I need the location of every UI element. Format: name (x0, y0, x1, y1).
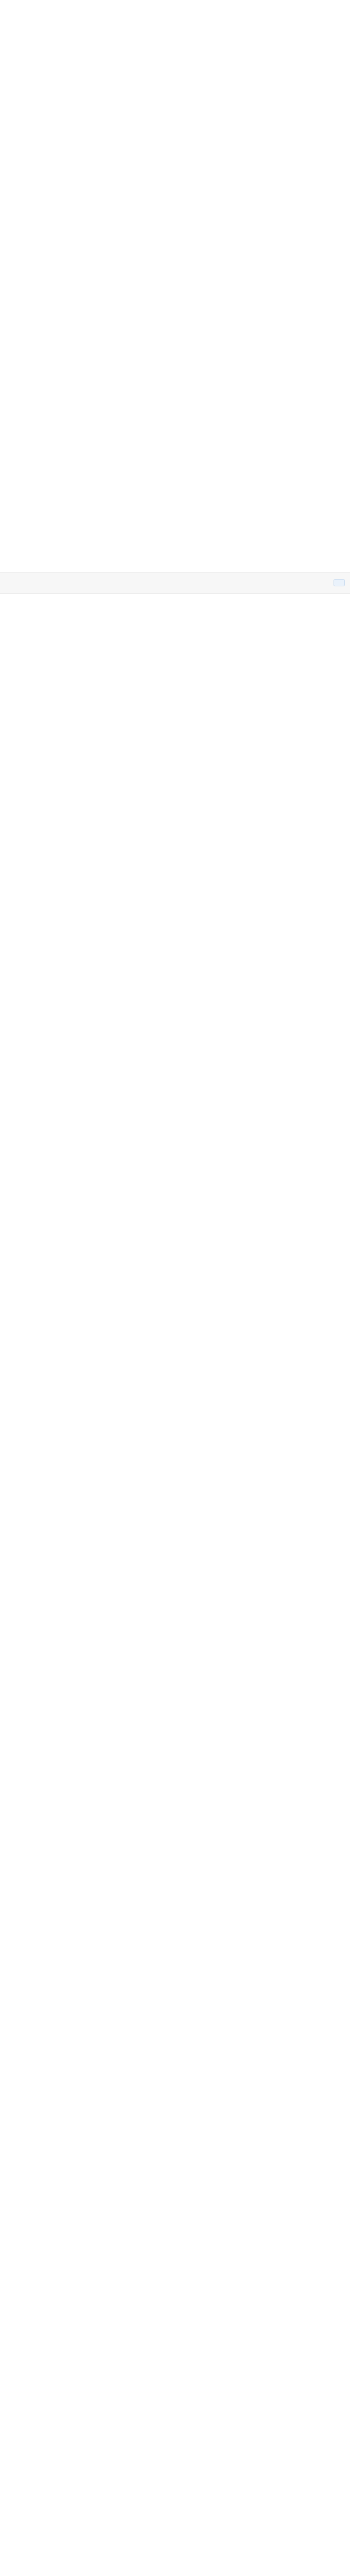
exercise-nav (323, 579, 345, 586)
exercise-1 (0, 572, 350, 608)
all-exercises-button[interactable] (334, 579, 345, 586)
content-top (0, 0, 350, 19)
handwritten-answer (0, 594, 350, 604)
exercise-header (0, 572, 350, 594)
section-heading (0, 604, 350, 608)
